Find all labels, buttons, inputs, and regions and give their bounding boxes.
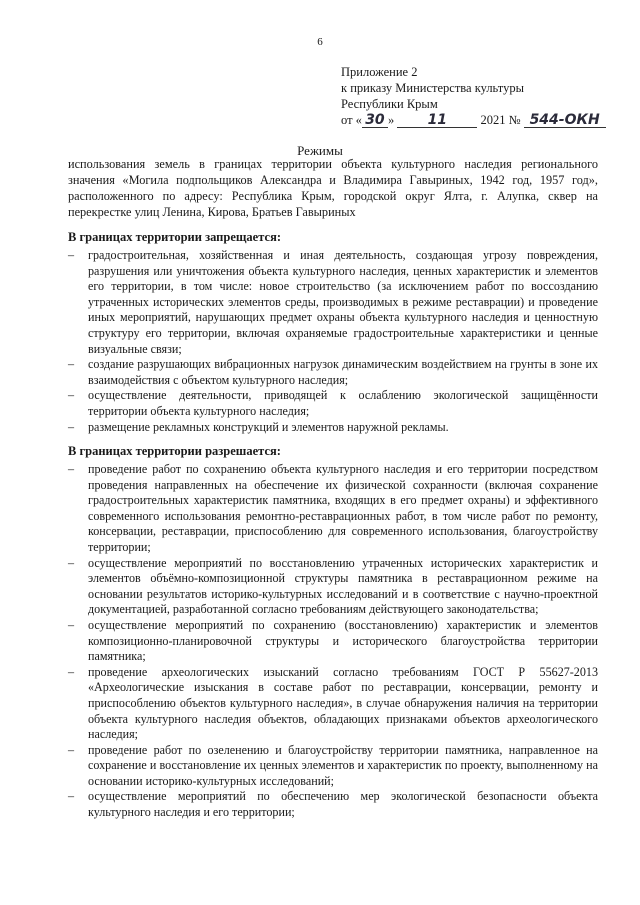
- list-item-text: проведение работ по сохранению объекта культурного наследия и его территории посредством проведения направленных на обеспечение их физической сохранности (включая сохранение градостроительных характеристик памятника, входящих в его предмет охраны) и эффективного современного использования ремонтно-реставрационных работ, в том числе работ по ремонту, консервации, реставрации, приспособлению для современного использования, благоустройству территории;: [88, 462, 598, 554]
- list-item: [68, 665, 598, 743]
- dash-marker: –: [68, 742, 75, 757]
- order-prefix: от «: [341, 113, 362, 127]
- dash-marker: –: [68, 462, 75, 476]
- prohibited-list: [68, 248, 598, 435]
- list-item-text: размещение рекламных конструкций и элементов наружной рекламы.: [88, 419, 449, 434]
- appendix-line-2: к приказу Министерства культуры: [341, 81, 524, 95]
- list-item-text: осуществление деятельности, приводящей к ослаблению экологической защищённости территории объекта культурного наследия;: [88, 388, 598, 418]
- list-item: [68, 556, 598, 618]
- dash-marker: –: [68, 664, 75, 679]
- order-month-handwritten: 11: [397, 113, 477, 128]
- list-item-text: осуществление мероприятий по сохранению (восстановлению) характеристик и элементов композиционно-планировочной структуры и исторического благоустройства территории памятника;: [88, 617, 598, 664]
- order-year: 2021 №: [480, 113, 521, 127]
- order-day-handwritten: 30: [362, 113, 388, 128]
- document-title: Режимы: [297, 143, 343, 158]
- dash-marker: –: [68, 419, 75, 434]
- appendix-line-3: Республики Крым: [341, 97, 438, 111]
- appendix-header: [341, 64, 606, 128]
- prohibited-heading: В границах территории запрещается:: [68, 230, 282, 244]
- list-item: [68, 618, 598, 665]
- order-date-line: [341, 112, 606, 128]
- dash-marker: –: [68, 357, 75, 372]
- list-item: [68, 357, 598, 388]
- dash-marker: –: [68, 789, 75, 804]
- page-number: 6: [317, 36, 323, 48]
- dash-marker: –: [68, 388, 75, 403]
- list-item: [68, 388, 598, 419]
- list-item-text: градостроительная, хозяйственная и иная деятельность, создающая угрозу повреждения, разрушения или уничтожения объекта культурного наследия, ценных характеристик и элементов его территории, в том числе: новое строительство (за исключением работ по воссозданию утраченных исторических элементов среды, производимых в режиме реставрации) и проведение иных мероприятий, нарушающих предмет охраны объекта культурного наследия и ценностную структуру его территории, включая охраняемые градостроительные характеристики и ценные визуальные связи;: [88, 248, 598, 356]
- dash-marker: –: [68, 617, 75, 632]
- permitted-section: [68, 443, 598, 821]
- list-item: [68, 462, 598, 556]
- list-item: [68, 789, 598, 820]
- appendix-line-1: Приложение 2: [341, 65, 418, 79]
- dash-marker: –: [68, 555, 75, 570]
- list-item: [68, 248, 598, 357]
- document-description: использования земель в границах территории объекта культурного наследия регионального значения «Могила подпольщиков Александра и Владимира Гавыриных, 1942 год, 1957 год», расположенного по адресу: Республика Крым, городской округ Ялта, г. Алупка, сквер на перекрестке улиц Ленина, Кирова, Братьев Гавыриных: [68, 157, 598, 219]
- list-item-text: осуществление мероприятий по восстановлению утраченных исторических характеристик и элементов объёмно-композиционной структуры памятника в реставрационном режиме на основании результатов историко-культурных исследований и в соответствие с научно-проектной документацией, разработанной согласно требованиям действующего законодательства;: [88, 555, 598, 617]
- list-item: [68, 420, 598, 436]
- permitted-heading: В границах территории разрешается:: [68, 444, 281, 458]
- dash-marker: –: [68, 248, 75, 262]
- order-number-handwritten: 544-ОКН: [524, 113, 606, 128]
- list-item-text: создание разрушающих вибрационных нагрузок динамическим воздействием на грунты в зоне их взаимодействия с объектом культурного наследия;: [88, 357, 598, 387]
- list-item-text: осуществление мероприятий по обеспечению мер экологической безопасности объекта культурного наследия и его территории;: [88, 789, 598, 820]
- order-mid: »: [387, 113, 395, 127]
- list-item-text: проведение археологических изысканий согласно требованиям ГОСТ Р 55627-2013 «Археологические изыскания в составе работ по реставрации, консервации, ремонту и приспособлению объектов культурного наследия», в случае обнаружения наличия на территории объекта культурного наследия объектов, обладающих признаками объектов археологического наследия;: [88, 664, 598, 742]
- permitted-list: [68, 462, 598, 821]
- list-item: [68, 743, 598, 790]
- prohibited-section: [68, 229, 598, 435]
- list-item-text: проведение работ по озеленению и благоустройству территории памятника, направленное на сохранение и восстановление их ценных элементов и характеристик по проекту, выполненному на основании историко-культурных исследований;: [88, 742, 598, 788]
